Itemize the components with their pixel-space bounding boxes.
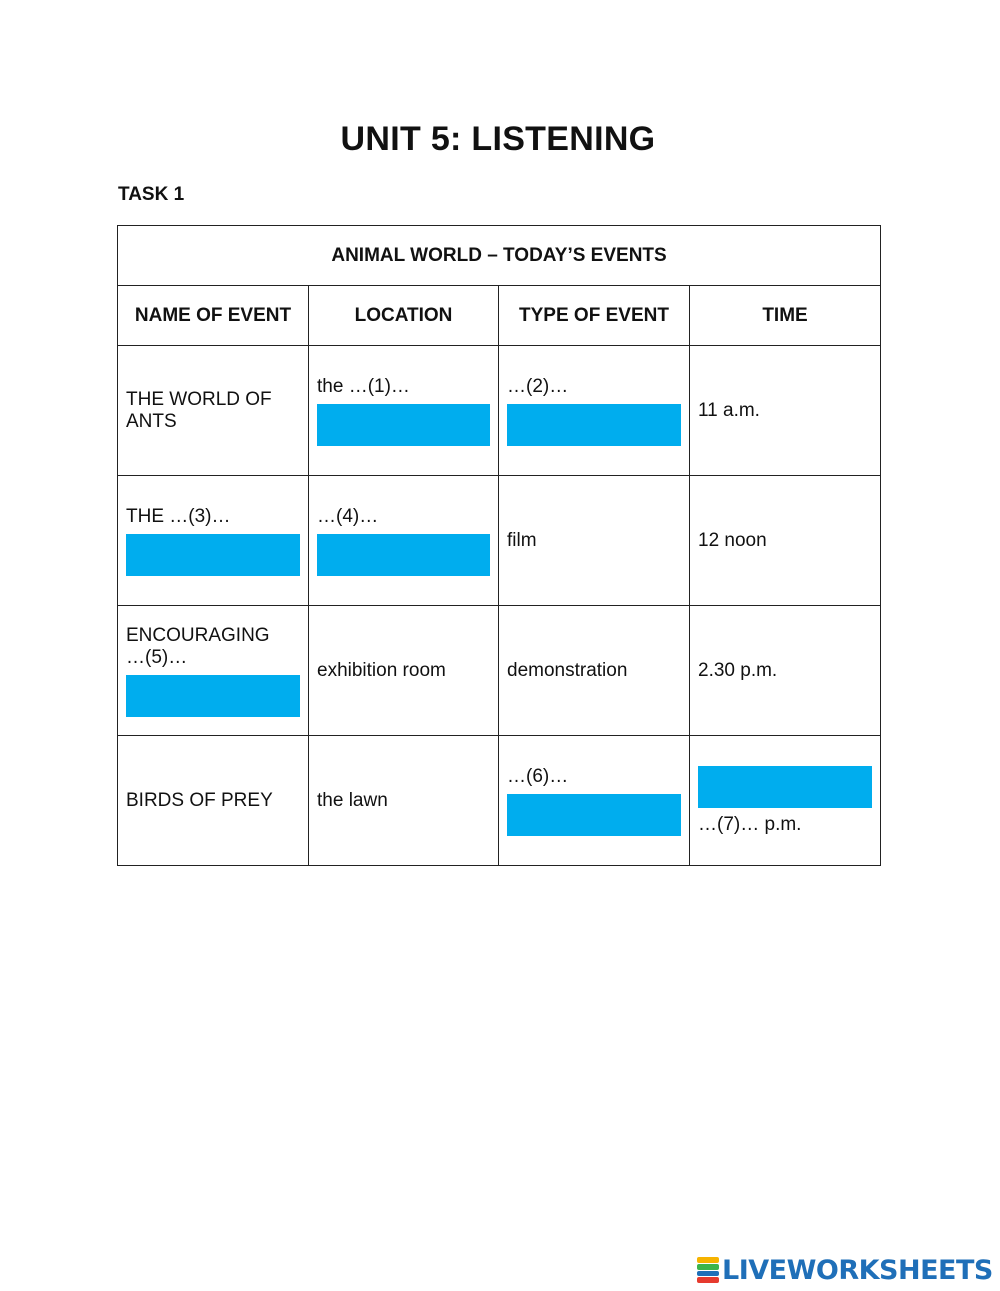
time-text: …(7)… p.m.: [698, 813, 802, 835]
logo-block-i: [697, 1264, 719, 1270]
event-name-cell: [118, 476, 309, 606]
type-text: …(2)…: [507, 375, 569, 397]
event-name-line1: ENCOURAGING: [126, 624, 270, 646]
answer-blank-6[interactable]: [507, 794, 681, 836]
page-title: UNIT 5: LISTENING: [340, 120, 656, 158]
event-name-cell: [118, 736, 309, 866]
event-name: THE …(3)…: [126, 505, 231, 527]
type-text: …(6)…: [507, 765, 569, 787]
table-row: [118, 606, 881, 736]
header-type-of-event: TYPE OF EVENT: [499, 286, 690, 346]
liveworksheets-logo-icon: [697, 1257, 719, 1283]
answer-blank-5[interactable]: [126, 675, 300, 717]
time-text: 2.30 p.m.: [698, 659, 778, 681]
type-text: demonstration: [507, 659, 628, 681]
answer-blank-1[interactable]: [317, 404, 490, 446]
logo-block-l: [697, 1257, 719, 1263]
table-row: [118, 476, 881, 606]
time-cell: [690, 346, 881, 476]
location-text: exhibition room: [317, 659, 446, 681]
location-text: the lawn: [317, 789, 388, 811]
answer-blank-7[interactable]: [698, 766, 872, 808]
table-row: [118, 736, 881, 866]
table-row: [118, 346, 881, 476]
location-cell: [309, 736, 499, 866]
table-caption: ANIMAL WORLD – TODAY’S EVENTS: [118, 226, 881, 286]
brand-text: LIVEWORKSHEETS: [722, 1254, 993, 1286]
time-text: 11 a.m.: [698, 399, 760, 421]
header-name-of-event: NAME OF EVENT: [118, 286, 309, 346]
event-name-cell: [118, 346, 309, 476]
header-location: LOCATION: [309, 286, 499, 346]
type-cell: [499, 736, 690, 866]
time-text: 12 noon: [698, 529, 767, 551]
time-cell: [690, 476, 881, 606]
location-text: the …(1)…: [317, 375, 410, 397]
location-cell: [309, 346, 499, 476]
event-name: THE WORLD OF ANTS: [126, 388, 272, 432]
logo-block-e: [697, 1277, 719, 1283]
location-cell: [309, 476, 499, 606]
event-name: BIRDS OF PREY: [126, 789, 273, 811]
event-name-line2: …(5)…: [126, 646, 188, 668]
events-table: [117, 225, 881, 866]
type-text: film: [507, 529, 537, 551]
liveworksheets-brand: [697, 1254, 993, 1286]
location-text: …(4)…: [317, 505, 379, 527]
header-time: TIME: [690, 286, 881, 346]
time-cell: [690, 606, 881, 736]
task-label: TASK 1: [118, 184, 185, 205]
type-cell: [499, 606, 690, 736]
table-header-row: [118, 286, 881, 346]
time-cell: [690, 736, 881, 866]
answer-blank-3[interactable]: [126, 534, 300, 576]
answer-blank-4[interactable]: [317, 534, 490, 576]
answer-blank-2[interactable]: [507, 404, 681, 446]
logo-block-v: [697, 1271, 719, 1277]
type-cell: [499, 346, 690, 476]
event-name-cell: [118, 606, 309, 736]
table-caption-row: [118, 226, 881, 286]
location-cell: [309, 606, 499, 736]
type-cell: [499, 476, 690, 606]
